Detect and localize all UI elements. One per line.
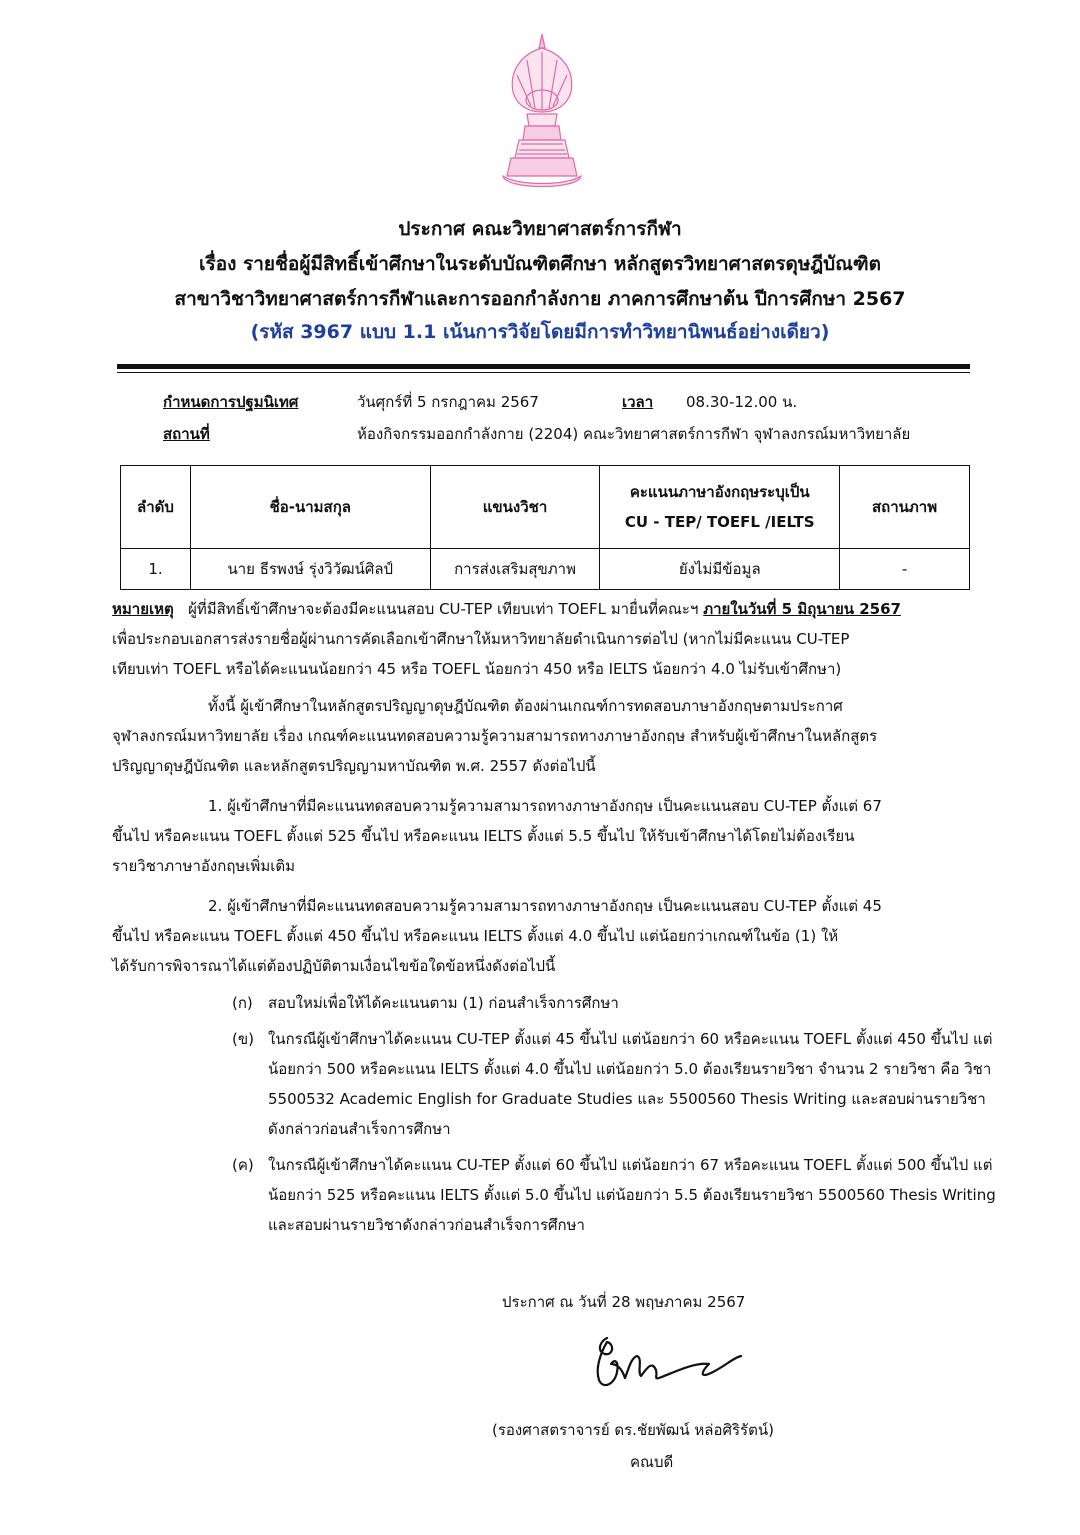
header-status: สถานภาพ <box>840 466 970 549</box>
note-line-1 <box>112 594 992 624</box>
list-text: ในกรณีผู้เข้าศึกษาได้คะแนน CU-TEP ตั้งแต่ 45 ขึ้นไป แต่น้อยกว่า 60 หรือคะแนน TOEFL ตั้งแต่ 450 ขึ้นไป แต่น้อยกว่า 500 หรือคะแนน IELTS ตั้งแต่ 4.0 ขึ้นไป แต่น้อยกว่า 5.0 ต้องเรียนรายวิชา จำนวน 2 รายวิชา คือ วิชา 5500532 Academic English for Graduate Studies และ 5500560 Thesis Writing และสอบผ่านรายวิชาดังกล่าวก่อนสำเร็จการศึกษา <box>268 1030 993 1138</box>
rule2-line-1: 2. ผู้เข้าศึกษาที่มีคะแนนทดสอบความรู้ความสามารถทางภาษาอังกฤษ เป็นคะแนนสอบ CU-TEP ตั้งแต่ 45 <box>208 897 882 915</box>
subject-line: เรื่อง รายชื่อผู้มีสิทธิ์เข้าศึกษาในระดับบัณฑิตศึกษา หลักสูตรวิทยาศาสตรดุษฎีบัณฑิต <box>199 253 881 275</box>
rule1-line-2: ขึ้นไป หรือคะแนน TOEFL ตั้งแต่ 525 ขึ้นไป หรือคะแนน IELTS ตั้งแต่ 5.5 ขึ้นไป ให้รับเข้าศึกษาได้โดยไม่ต้องเรียน <box>112 827 855 845</box>
list-marker: (ค) <box>232 1156 254 1174</box>
note-line-3: เทียบเท่า TOEFL หรือได้คะแนนน้อยกว่า 45 หรือ TOEFL น้อยกว่า 450 หรือ IELTS น้อยกว่า 4.0 ไม่รับเข้าศึกษา) <box>112 660 842 678</box>
handwritten-signature <box>585 1328 745 1398</box>
orientation-date: วันศุกร์ที่ 5 กรกฎาคม 2567 <box>357 393 539 411</box>
header-no: ลำดับ <box>121 466 191 549</box>
time-label: เวลา <box>622 393 654 411</box>
cell-name: นาย ธีรพงษ์ รุ่งวิวัฒน์ศิลป์ <box>190 549 430 590</box>
header-field: แขนงวิชา <box>430 466 600 549</box>
intro-line-2: จุฬาลงกรณ์มหาวิทยาลัย เรื่อง เกณฑ์คะแนนทดสอบความรู้ความสามารถทางภาษาอังกฤษ สำหรับผู้เข้าศึกษาในหลักสูตร <box>112 727 878 745</box>
university-seal-emblem <box>497 30 587 200</box>
announcement-heading: ประกาศ คณะวิทยาศาสตร์การกีฬา <box>398 218 682 240</box>
condition-list <box>232 988 1002 1240</box>
list-marker: (ก) <box>232 994 253 1012</box>
rule1-line-3: รายวิชาภาษาอังกฤษเพิ่มเติม <box>112 857 295 875</box>
cell-field: การส่งเสริมสุขภาพ <box>430 549 600 590</box>
list-item <box>232 1024 1002 1144</box>
note-text-1: ผู้ที่มีสิทธิ์เข้าศึกษาจะต้องมีคะแนนสอบ CU-TEP เทียบเท่า TOEFL มายื่นที่คณะฯ <box>188 600 699 618</box>
orientation-label: กำหนดการปฐมนิเทศ <box>163 393 299 411</box>
signatory-name: (รองศาสตราจารย์ ดร.ชัยพัฒน์ หล่อศิริรัตน์) <box>492 1421 774 1439</box>
rule2-line-2: ขึ้นไป หรือคะแนน TOEFL ตั้งแต่ 450 ขึ้นไป หรือคะแนน IELTS ตั้งแต่ 4.0 ขึ้นไป แต่น้อยกว่าเกณฑ์ในข้อ (1) ให้ <box>112 927 839 945</box>
list-item <box>232 988 1002 1018</box>
intro-line-3: ปริญญาดุษฎีบัณฑิต และหลักสูตรปริญญามหาบัณฑิต พ.ศ. 2557 ดังต่อไปนี้ <box>112 757 596 775</box>
list-item <box>232 1150 1002 1240</box>
cell-no: 1. <box>121 549 191 590</box>
header-divider-thin <box>117 372 970 373</box>
cell-score: ยังไม่มีข้อมูล <box>600 549 840 590</box>
list-text: สอบใหม่เพื่อให้ได้คะแนนตาม (1) ก่อนสำเร็จการศึกษา <box>268 994 619 1012</box>
admitted-students-table <box>120 465 970 590</box>
note-deadline: ภายในวันที่ 5 มิถุนายน 2567 <box>703 600 901 618</box>
list-marker: (ข) <box>232 1030 254 1048</box>
header-score <box>600 466 840 549</box>
header-name: ชื่อ-นามสกุล <box>190 466 430 549</box>
signatory-title: คณบดี <box>630 1453 674 1471</box>
table-row <box>121 549 970 590</box>
table-header-row <box>121 466 970 549</box>
note-line-2: เพื่อประกอบเอกสารส่งรายชื่อผู้ผ่านการคัดเลือกเข้าศึกษาให้มหาวิทยาลัยดำเนินการต่อไป (หากไม่มีคะแนน CU-TEP <box>112 630 850 648</box>
rule2-line-3: ได้รับการพิจารณาได้แต่ต้องปฏิบัติตามเงื่อนไขข้อใดข้อหนึ่งดังต่อไปนี้ <box>112 957 556 975</box>
list-text: ในกรณีผู้เข้าศึกษาได้คะแนน CU-TEP ตั้งแต่ 60 ขึ้นไป แต่น้อยกว่า 67 หรือคะแนน TOEFL ตั้งแต่ 500 ขึ้นไป แต่น้อยกว่า 525 หรือคะแนน IELTS ตั้งแต่ 5.0 ขึ้นไป แต่น้อยกว่า 5.5 ต้องเรียนรายวิชา 5500560 Thesis Writing และสอบผ่านรายวิชาดังกล่าวก่อนสำเร็จการศึกษา <box>268 1156 996 1234</box>
header-score-line1: คะแนนภาษาอังกฤษระบุเป็น <box>629 483 810 501</box>
cell-status: - <box>840 549 970 590</box>
intro-line-1: ทั้งนี้ ผู้เข้าศึกษาในหลักสูตรปริญญาดุษฎีบัณฑิต ต้องผ่านเกณฑ์การทดสอบภาษาอังกฤษตามประกาศ <box>208 697 843 715</box>
orientation-time: 08.30-12.00 น. <box>686 393 798 411</box>
orientation-place: ห้องกิจกรรมออกกำลังกาย (2204) คณะวิทยาศาสตร์การกีฬา จุฬาลงกรณ์มหาวิทยาลัย <box>357 425 911 443</box>
header-divider-thick <box>117 364 970 369</box>
announcement-date: ประกาศ ณ วันที่ 28 พฤษภาคม 2567 <box>502 1293 746 1311</box>
program-code-line: (รหัส 3967 แบบ 1.1 เน้นการวิจัยโดยมีการทำวิทยานิพนธ์อย่างเดียว) <box>250 321 830 343</box>
program-line: สาขาวิชาวิทยาศาสตร์การกีฬาและการออกกำลังกาย ภาคการศึกษาต้น ปีการศึกษา 2567 <box>174 288 906 310</box>
note-label: หมายเหตุ <box>112 600 174 618</box>
place-label: สถานที่ <box>163 425 210 443</box>
header-score-line2: CU - TEP/ TOEFL /IELTS <box>624 513 815 531</box>
rule1-line-1: 1. ผู้เข้าศึกษาที่มีคะแนนทดสอบความรู้ความสามารถทางภาษาอังกฤษ เป็นคะแนนสอบ CU-TEP ตั้งแต่ 67 <box>208 797 882 815</box>
